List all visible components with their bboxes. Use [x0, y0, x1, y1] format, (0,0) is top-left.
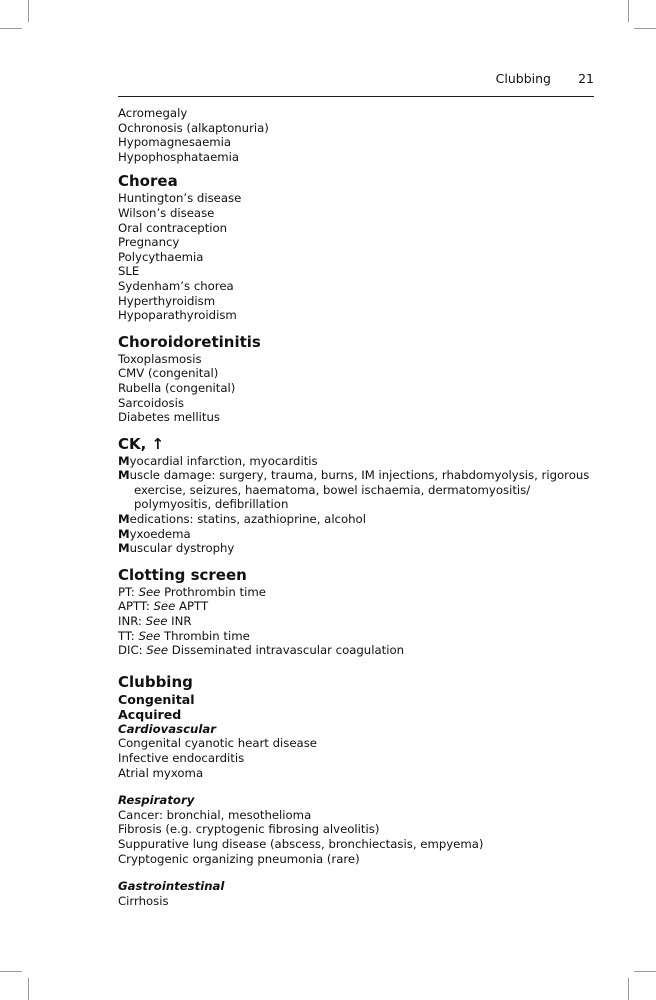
clotting-list [118, 585, 558, 658]
cardiovascular-list [118, 736, 558, 780]
list-item [118, 454, 558, 469]
choroidoretinitis-list [118, 352, 558, 425]
list-item: Sarcoidosis [118, 395, 184, 410]
crop-mark-bottom-left-h [0, 971, 22, 972]
list-item-prefix: TT: [118, 628, 139, 643]
list-item: Cirrhosis [118, 893, 169, 908]
list-item-text: Thrombin time [160, 628, 250, 643]
list-item: Congenital cyanotic heart disease [118, 736, 317, 751]
list-item: Wilson’s disease [118, 205, 215, 220]
mnemonic-initial: M [118, 468, 130, 483]
list-item: Cancer: bronchial, mesothelioma [118, 807, 312, 822]
see-reference: See [145, 614, 168, 629]
list-item-prefix: DIC: [118, 643, 147, 658]
list-item: CMV (congenital) [118, 366, 219, 381]
list-item: Cryptogenic organizing pneumonia (rare) [118, 851, 360, 866]
top-list [118, 106, 558, 164]
list-item-text: Prothrombin time [160, 584, 266, 599]
crop-mark-top-left-h [0, 28, 22, 29]
mnemonic-initial: M [118, 512, 130, 527]
list-item: Fibrosis (e.g. cryptogenic fibrosing alveolitis) [118, 822, 380, 837]
crop-mark-bottom-left [28, 978, 29, 1000]
list-item: Infective endocarditis [118, 751, 245, 765]
list-item: Diabetes mellitus [118, 410, 220, 425]
list-item: Atrial myxoma [118, 765, 204, 780]
see-reference: See [153, 599, 176, 614]
list-item: Toxoplasmosis [118, 351, 202, 366]
respiratory-list [118, 808, 558, 866]
list-item: Oral contraception [118, 220, 228, 235]
section-title-clotting-screen: Clotting screen [118, 565, 247, 584]
section-title-ck: CK, ↑ [118, 434, 165, 453]
mnemonic-initial: M [118, 453, 130, 468]
list-item: Huntington’s disease [118, 191, 242, 206]
see-reference: See [138, 628, 161, 643]
crop-mark-bottom-right [628, 978, 629, 1000]
list-item [118, 512, 558, 527]
list-item-text: APTT [175, 599, 209, 614]
mnemonic-initial: M [118, 526, 130, 541]
list-item-prefix: PT: [118, 584, 139, 599]
list-item [118, 468, 590, 483]
spacer [118, 866, 558, 879]
crop-mark-top-right-h [634, 28, 656, 29]
running-title: Clubbing [495, 71, 551, 86]
section-title-chorea: Chorea [118, 172, 178, 191]
list-item-text: uscular dystrophy [129, 541, 235, 556]
page-content [118, 106, 590, 908]
spacer [118, 780, 558, 793]
list-item: Ochronosis (alkaptonuria) [118, 120, 269, 135]
see-reference: See [146, 643, 169, 658]
list-item: Hyperthyroidism [118, 293, 216, 308]
subsection-title-acquired: Acquired [118, 706, 182, 722]
list-item: SLE [118, 264, 140, 279]
category-title-cardiovascular: Cardiovascular [118, 721, 216, 736]
chorea-list [118, 191, 558, 322]
ck-list [118, 453, 590, 556]
list-item [118, 614, 558, 629]
list-item-prefix: APTT: [118, 599, 154, 614]
page-number: 21 [578, 71, 594, 86]
list-item: Suppurative lung disease (abscess, bronchiectasis, empyema) [118, 836, 484, 851]
list-item-continuation: polymyositis, defibrillation [134, 497, 289, 512]
list-item-text: uscle damage: surgery, trauma, burns, IM injections, rhabdomyolysis, rigorous [129, 468, 590, 483]
list-item: Sydenham’s chorea [118, 278, 234, 293]
list-item-text: yxoedema [129, 526, 191, 541]
list-item-text: Disseminated intravascular coagulation [168, 643, 405, 658]
list-item: Hypophosphataemia [118, 149, 240, 164]
see-reference: See [138, 584, 161, 599]
crop-mark-top-right [628, 0, 629, 22]
list-item: Acromegaly [118, 106, 188, 120]
list-item: Hypomagnesaemia [118, 135, 232, 150]
list-item [118, 643, 558, 658]
crop-mark-bottom-right-h [634, 971, 656, 972]
section-title-choroidoretinitis: Choroidoretinitis [118, 332, 261, 351]
list-item [118, 599, 558, 614]
list-item-text: edications: statins, azathioprine, alcohol [129, 512, 366, 527]
gastrointestinal-list [118, 894, 558, 909]
list-item [118, 629, 558, 644]
list-item [118, 585, 558, 600]
list-item [118, 527, 558, 542]
list-item-prefix: INR: [118, 614, 146, 629]
list-item: Hypoparathyroidism [118, 308, 237, 323]
crop-mark-top-left [28, 0, 29, 22]
list-item: Polycythaemia [118, 249, 204, 264]
section-title-clubbing: Clubbing [118, 672, 193, 691]
list-item-continuation: exercise, seizures, haematoma, bowel ischaemia, dermatomyositis/ [134, 482, 531, 497]
list-item [118, 541, 558, 556]
list-item-text: INR [167, 614, 192, 629]
page-header [118, 70, 594, 97]
list-item: Pregnancy [118, 235, 180, 250]
category-title-respiratory: Respiratory [118, 793, 195, 808]
list-item-text: yocardial infarction, myocarditis [129, 453, 318, 468]
subsection-title-congenital: Congenital [118, 691, 195, 707]
mnemonic-initial: M [118, 541, 130, 556]
category-title-gastrointestinal: Gastrointestinal [118, 879, 225, 894]
list-item: Rubella (congenital) [118, 380, 236, 395]
